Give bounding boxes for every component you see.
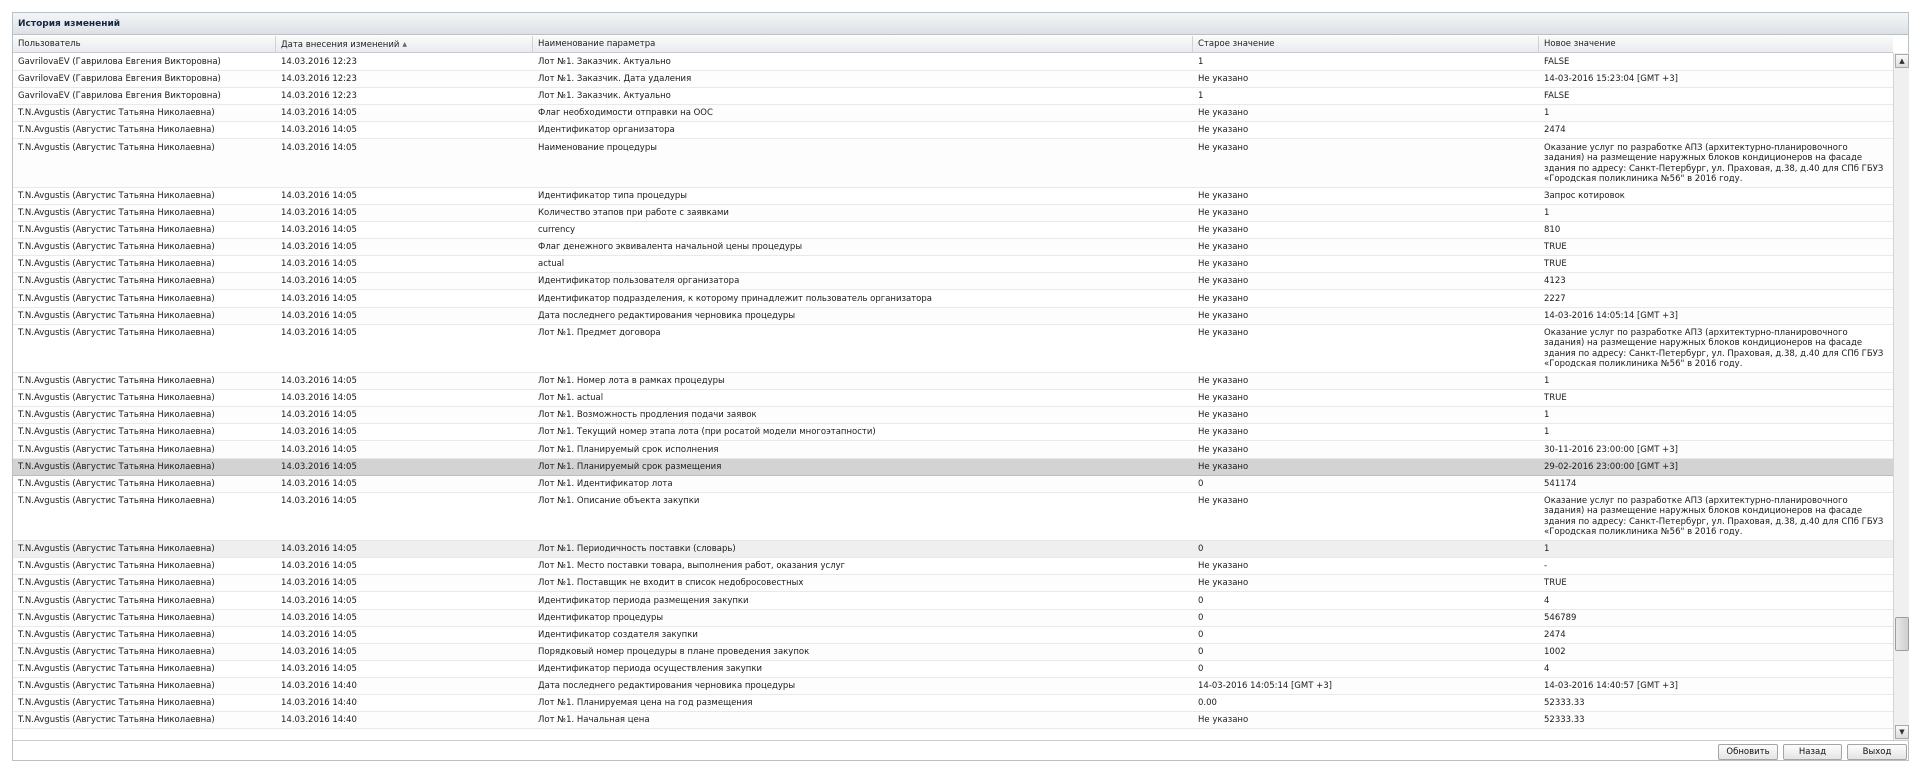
cell-new-value: 52333.33 bbox=[1544, 698, 1585, 709]
cell-new-value: TRUE bbox=[1544, 259, 1567, 270]
cell-old-value: 14-03-2016 14:05:14 [GMT +3] bbox=[1198, 681, 1332, 691]
cell-old-value: Не указано bbox=[1198, 578, 1249, 589]
back-button[interactable]: Назад bbox=[1783, 744, 1842, 760]
cell-date: 14.03.2016 12:23 bbox=[281, 91, 357, 102]
table-row[interactable] bbox=[13, 695, 1893, 712]
cell-new-value: 1 bbox=[1544, 427, 1550, 438]
cell-old-value: 0 bbox=[1198, 612, 1204, 623]
table-row[interactable] bbox=[13, 661, 1893, 678]
cell-user: T.N.Avgustis (Августис Татьяна Николаевна) bbox=[18, 108, 215, 119]
table-row[interactable] bbox=[13, 558, 1893, 575]
table-row[interactable] bbox=[13, 308, 1893, 325]
cell-new-value: 4 bbox=[1544, 663, 1550, 674]
cell-date: 14.03.2016 14:40 bbox=[281, 698, 357, 709]
cell-user: T.N.Avgustis (Августис Татьяна Николаевна) bbox=[18, 242, 215, 253]
cell-old-value: Не указано bbox=[1198, 410, 1249, 421]
table-row[interactable] bbox=[13, 575, 1893, 592]
cell-new-value: 1002 bbox=[1544, 646, 1566, 657]
cell-parameter: Идентификатор периода размещения закупки bbox=[538, 595, 749, 606]
cell-user: T.N.Avgustis (Августис Татьяна Николаевна) bbox=[18, 578, 215, 589]
cell-old-value: 0 bbox=[1198, 663, 1204, 674]
cell-date: 14.03.2016 14:05 bbox=[281, 646, 357, 657]
cell-parameter: Лот №1. Идентификатор лота bbox=[538, 478, 673, 489]
cell-parameter: Идентификатор процедуры bbox=[538, 612, 664, 623]
cell-old-value: Не указано bbox=[1198, 225, 1249, 236]
cell-old-value: 0 bbox=[1198, 595, 1204, 606]
cell-user: T.N.Avgustis (Августис Татьяна Николаевна) bbox=[18, 461, 215, 472]
column-header-old-value[interactable] bbox=[1193, 36, 1539, 53]
cell-old-value: Не указано bbox=[1198, 293, 1249, 304]
cell-parameter: Количество этапов при работе с заявками bbox=[538, 208, 729, 218]
table-row[interactable] bbox=[13, 188, 1893, 205]
cell-user: GavrilovaEV (Гаврилова Евгения Викторовна) bbox=[18, 74, 221, 85]
cell-date: 14.03.2016 14:05 bbox=[281, 276, 357, 287]
cell-date: 14.03.2016 14:40 bbox=[281, 715, 357, 726]
cell-user: T.N.Avgustis (Августис Татьяна Николаевна) bbox=[18, 629, 215, 640]
cell-user: T.N.Avgustis (Августис Татьяна Николаевна) bbox=[18, 681, 215, 691]
cell-old-value: Не указано bbox=[1198, 208, 1249, 218]
cell-old-value: Не указано bbox=[1198, 461, 1249, 472]
cell-date: 14.03.2016 14:05 bbox=[281, 427, 357, 438]
table-row[interactable] bbox=[13, 88, 1893, 105]
exit-button[interactable]: Выход bbox=[1847, 744, 1907, 760]
cell-new-value: Оказание услуг по разработке АПЗ (архитектурно-планировочного задания) на размещение наружных блоков кондиционеров на фасаде здания по адресу: Санкт-Петербург, ул. Праховая, д.38, д.40 для СПб ГБУЗ «Городская поликлиника №56" в 2016 году. bbox=[1544, 495, 1884, 538]
table-row[interactable] bbox=[13, 627, 1893, 644]
footer-toolbar bbox=[13, 740, 1908, 760]
cell-new-value: 30-11-2016 23:00:00 [GMT +3] bbox=[1544, 444, 1678, 455]
cell-parameter: Лот №1. Заказчик. Актуально bbox=[538, 57, 671, 67]
table-row[interactable] bbox=[13, 373, 1893, 390]
cell-parameter: Лот №1. Планируемая цена на год размещения bbox=[538, 698, 753, 709]
cell-new-value: 14-03-2016 15:23:04 [GMT +3] bbox=[1544, 74, 1678, 85]
sort-ascending-icon: ▲ bbox=[402, 41, 408, 48]
table-row[interactable] bbox=[13, 71, 1893, 88]
cell-new-value: 14-03-2016 14:05:14 [GMT +3] bbox=[1544, 310, 1678, 321]
table-row[interactable] bbox=[13, 610, 1893, 627]
cell-old-value: Не указано bbox=[1198, 393, 1249, 404]
cell-user: T.N.Avgustis (Августис Татьяна Николаевна) bbox=[18, 276, 215, 287]
column-header-parameter[interactable] bbox=[533, 36, 1193, 53]
cell-user: T.N.Avgustis (Августис Татьяна Николаевна) bbox=[18, 125, 215, 136]
cell-user: T.N.Avgustis (Августис Татьяна Николаевна) bbox=[18, 698, 215, 709]
cell-parameter: Лот №1. Предмет договора bbox=[538, 327, 661, 338]
cell-parameter: Флаг денежного эквивалента начальной цены процедуры bbox=[538, 242, 803, 253]
cell-parameter: Идентификатор пользователя организатора bbox=[538, 276, 740, 287]
cell-parameter: Лот №1. Описание объекта закупки bbox=[538, 495, 700, 506]
cell-new-value: 2227 bbox=[1544, 293, 1566, 304]
cell-date: 14.03.2016 14:05 bbox=[281, 561, 357, 572]
cell-user: T.N.Avgustis (Августис Татьяна Николаевна) bbox=[18, 142, 215, 153]
cell-parameter: Идентификатор типа процедуры bbox=[538, 190, 688, 201]
cell-parameter: Лот №1. Текущий номер этапа лота (при росатой модели многоэтапности) bbox=[538, 427, 876, 438]
table-row[interactable] bbox=[13, 105, 1893, 122]
cell-date: 14.03.2016 14:05 bbox=[281, 242, 357, 253]
table-row[interactable] bbox=[13, 291, 1893, 308]
cell-date: 14.03.2016 14:05 bbox=[281, 495, 357, 506]
table-row[interactable] bbox=[13, 140, 1893, 188]
cell-old-value: Не указано bbox=[1198, 376, 1249, 387]
grid-body bbox=[13, 54, 1893, 740]
cell-parameter: Лот №1. Поставщик не входит в список недобросовестных bbox=[538, 578, 804, 589]
cell-old-value: Не указано bbox=[1198, 444, 1249, 455]
cell-parameter: currency bbox=[538, 225, 576, 236]
cell-old-value: 0 bbox=[1198, 629, 1204, 640]
cell-parameter: Идентификатор подразделения, к которому принадлежит пользователь организатора bbox=[538, 293, 932, 304]
cell-old-value: Не указано bbox=[1198, 259, 1249, 270]
cell-date: 14.03.2016 12:23 bbox=[281, 74, 357, 85]
cell-new-value: 1 bbox=[1544, 376, 1550, 387]
cell-old-value: Не указано bbox=[1198, 108, 1249, 119]
cell-date: 14.03.2016 14:05 bbox=[281, 108, 357, 119]
cell-date: 14.03.2016 14:05 bbox=[281, 327, 357, 338]
cell-new-value: 2474 bbox=[1544, 629, 1566, 640]
cell-user: T.N.Avgustis (Августис Татьяна Николаевна) bbox=[18, 444, 215, 455]
table-row[interactable] bbox=[13, 222, 1893, 239]
table-row[interactable] bbox=[13, 593, 1893, 610]
cell-new-value: 546789 bbox=[1544, 612, 1577, 623]
cell-new-value: TRUE bbox=[1544, 393, 1567, 404]
cell-new-value: 1 bbox=[1544, 208, 1550, 218]
cell-user: T.N.Avgustis (Августис Татьяна Николаевна) bbox=[18, 225, 215, 236]
cell-parameter: Порядковый номер процедуры в плане проведения закупок bbox=[538, 646, 810, 657]
table-row[interactable] bbox=[13, 390, 1893, 407]
cell-new-value: 29-02-2016 23:00:00 [GMT +3] bbox=[1544, 461, 1678, 472]
table-row[interactable] bbox=[13, 122, 1893, 139]
cell-old-value: 1 bbox=[1198, 91, 1204, 102]
cell-parameter: Наименование процедуры bbox=[538, 142, 657, 153]
cell-user: T.N.Avgustis (Августис Татьяна Николаевна) bbox=[18, 310, 215, 321]
change-history-panel bbox=[12, 12, 1909, 761]
cell-old-value: Не указано bbox=[1198, 190, 1249, 201]
table-row[interactable] bbox=[13, 644, 1893, 661]
cell-new-value: - bbox=[1544, 561, 1548, 572]
cell-new-value: 2474 bbox=[1544, 125, 1566, 136]
cell-date: 14.03.2016 14:05 bbox=[281, 208, 357, 218]
cell-date: 14.03.2016 14:05 bbox=[281, 663, 357, 674]
cell-new-value: 1 bbox=[1544, 544, 1550, 555]
table-row[interactable] bbox=[13, 678, 1893, 695]
cell-date: 14.03.2016 14:05 bbox=[281, 376, 357, 387]
cell-parameter: Лот №1. actual bbox=[538, 393, 604, 404]
cell-new-value: Оказание услуг по разработке АПЗ (архитектурно-планировочного задания) на размещение наружных блоков кондиционеров на фасаде здания по адресу: Санкт-Петербург, ул. Праховая, д.38, д.40 для СПб ГБУЗ «Городская поликлиника №56" в 2016 году. bbox=[1544, 327, 1884, 370]
cell-user: T.N.Avgustis (Августис Татьяна Николаевна) bbox=[18, 495, 215, 506]
table-row[interactable] bbox=[13, 205, 1893, 222]
cell-user: T.N.Avgustis (Августис Татьяна Николаевна) bbox=[18, 663, 215, 674]
cell-parameter: Лот №1. Начальная цена bbox=[538, 715, 650, 726]
cell-parameter: Лот №1. Планируемый срок размещения bbox=[538, 461, 722, 472]
cell-user: T.N.Avgustis (Августис Татьяна Николаевна) bbox=[18, 427, 215, 438]
cell-old-value: Не указано bbox=[1198, 327, 1249, 338]
table-row[interactable] bbox=[13, 476, 1893, 493]
cell-date: 14.03.2016 14:05 bbox=[281, 595, 357, 606]
cell-old-value: 1 bbox=[1198, 57, 1204, 67]
cell-old-value: Не указано bbox=[1198, 242, 1249, 253]
table-row[interactable] bbox=[13, 256, 1893, 273]
cell-user: T.N.Avgustis (Августис Татьяна Николаевна) bbox=[18, 327, 215, 338]
column-header-label: Новое значение bbox=[1544, 39, 1616, 49]
cell-user: T.N.Avgustis (Августис Татьяна Николаевна) bbox=[18, 376, 215, 387]
cell-user: T.N.Avgustis (Августис Татьяна Николаевна) bbox=[18, 293, 215, 304]
cell-date: 14.03.2016 14:05 bbox=[281, 629, 357, 640]
cell-user: T.N.Avgustis (Августис Татьяна Николаевна) bbox=[18, 646, 215, 657]
cell-old-value: Не указано bbox=[1198, 74, 1249, 85]
cell-parameter: Идентификатор организатора bbox=[538, 125, 675, 136]
column-header-label: Пользователь bbox=[18, 39, 81, 49]
cell-user: T.N.Avgustis (Августис Татьяна Николаевна) bbox=[18, 715, 215, 726]
cell-date: 14.03.2016 14:05 bbox=[281, 544, 357, 555]
cell-old-value: 0 bbox=[1198, 478, 1204, 489]
cell-old-value: 0.00 bbox=[1198, 698, 1217, 709]
table-row[interactable] bbox=[13, 442, 1893, 459]
cell-date: 14.03.2016 14:05 bbox=[281, 259, 357, 270]
column-header-date[interactable] bbox=[276, 36, 533, 53]
table-row[interactable] bbox=[13, 273, 1893, 290]
table-row[interactable] bbox=[13, 239, 1893, 256]
column-header-label: Дата внесения изменений bbox=[281, 40, 400, 50]
cell-new-value: 541174 bbox=[1544, 478, 1577, 489]
cell-parameter: Лот №1. Заказчик. Дата удаления bbox=[538, 74, 692, 85]
cell-new-value: Оказание услуг по разработке АПЗ (архитектурно-планировочного задания) на размещение наружных блоков кондиционеров на фасаде здания по адресу: Санкт-Петербург, ул. Праховая, д.38, д.40 для СПб ГБУЗ «Городская поликлиника №56" в 2016 году. bbox=[1544, 142, 1884, 184]
grid-header bbox=[13, 36, 1893, 53]
cell-date: 14.03.2016 14:05 bbox=[281, 578, 357, 589]
column-header-user[interactable] bbox=[13, 36, 276, 53]
cell-parameter: Лот №1. Номер лота в рамках процедуры bbox=[538, 376, 725, 387]
cell-parameter: Лот №1. Планируемый срок исполнения bbox=[538, 444, 719, 455]
cell-date: 14.03.2016 14:05 bbox=[281, 478, 357, 489]
cell-new-value: Запрос котировок bbox=[1544, 190, 1625, 201]
cell-new-value: TRUE bbox=[1544, 242, 1567, 253]
table-row[interactable] bbox=[13, 407, 1893, 424]
cell-date: 14.03.2016 14:05 bbox=[281, 410, 357, 421]
table-row[interactable] bbox=[13, 459, 1893, 476]
cell-date: 14.03.2016 14:05 bbox=[281, 293, 357, 304]
arrow-up-icon[interactable]: ▲ bbox=[1895, 54, 1909, 68]
table-row[interactable] bbox=[13, 424, 1893, 441]
cell-date: 14.03.2016 14:05 bbox=[281, 393, 357, 404]
cell-date: 14.03.2016 14:05 bbox=[281, 125, 357, 136]
cell-new-value: TRUE bbox=[1544, 578, 1567, 589]
cell-old-value: Не указано bbox=[1198, 495, 1249, 506]
cell-parameter: Дата последнего редактирования черновика процедуры bbox=[538, 310, 796, 321]
panel-title: История изменений bbox=[13, 13, 1908, 35]
cell-old-value: 0 bbox=[1198, 646, 1204, 657]
cell-user: T.N.Avgustis (Августис Татьяна Николаевна) bbox=[18, 393, 215, 404]
cell-old-value: Не указано bbox=[1198, 427, 1249, 438]
cell-new-value: FALSE bbox=[1544, 57, 1570, 67]
cell-parameter: Дата последнего редактирования черновика процедуры bbox=[538, 681, 796, 691]
cell-parameter: Лот №1. Возможность продления подачи заявок bbox=[538, 410, 757, 421]
cell-old-value: Не указано bbox=[1198, 125, 1249, 136]
cell-user: T.N.Avgustis (Августис Татьяна Николаевна) bbox=[18, 259, 215, 270]
cell-user: T.N.Avgustis (Августис Татьяна Николаевна) bbox=[18, 612, 215, 623]
cell-parameter: actual bbox=[538, 259, 565, 270]
cell-user: T.N.Avgustis (Августис Татьяна Николаевна) bbox=[18, 208, 215, 218]
cell-user: T.N.Avgustis (Августис Татьяна Николаевна) bbox=[18, 595, 215, 606]
table-row[interactable] bbox=[13, 54, 1893, 71]
cell-new-value: 1 bbox=[1544, 108, 1550, 119]
cell-parameter: Лот №1. Заказчик. Актуально bbox=[538, 91, 671, 102]
cell-old-value: Не указано bbox=[1198, 142, 1249, 153]
cell-user: GavrilovaEV (Гаврилова Евгения Викторовна) bbox=[18, 57, 221, 67]
cell-date: 14.03.2016 14:05 bbox=[281, 190, 357, 201]
table-row[interactable] bbox=[13, 712, 1893, 729]
cell-user: GavrilovaEV (Гаврилова Евгения Викторовна) bbox=[18, 91, 221, 102]
cell-old-value: Не указано bbox=[1198, 715, 1249, 726]
cell-date: 14.03.2016 14:40 bbox=[281, 681, 357, 691]
column-header-new-value[interactable] bbox=[1539, 36, 1893, 53]
cell-new-value: FALSE bbox=[1544, 91, 1570, 102]
cell-user: T.N.Avgustis (Августис Татьяна Николаевна) bbox=[18, 478, 215, 489]
cell-new-value: 4123 bbox=[1544, 276, 1566, 287]
cell-date: 14.03.2016 14:05 bbox=[281, 225, 357, 236]
cell-user: T.N.Avgustis (Августис Татьяна Николаевна) bbox=[18, 190, 215, 201]
cell-date: 14.03.2016 12:23 bbox=[281, 57, 357, 67]
cell-new-value: 810 bbox=[1544, 225, 1561, 236]
cell-old-value: Не указано bbox=[1198, 310, 1249, 321]
cell-old-value: Не указано bbox=[1198, 276, 1249, 287]
cell-date: 14.03.2016 14:05 bbox=[281, 142, 357, 153]
cell-new-value: 4 bbox=[1544, 595, 1550, 606]
cell-user: T.N.Avgustis (Августис Татьяна Николаевна) bbox=[18, 544, 215, 555]
arrow-down-icon[interactable]: ▼ bbox=[1895, 725, 1909, 739]
refresh-button[interactable]: Обновить bbox=[1718, 744, 1778, 760]
cell-new-value: 1 bbox=[1544, 410, 1550, 421]
vertical-scrollbar[interactable] bbox=[1893, 53, 1909, 740]
column-header-label: Наименование параметра bbox=[538, 39, 656, 49]
cell-parameter: Идентификатор создателя закупки bbox=[538, 629, 698, 640]
cell-parameter: Лот №1. Периодичность поставки (словарь) bbox=[538, 544, 736, 555]
column-header-label: Старое значение bbox=[1198, 39, 1275, 49]
cell-date: 14.03.2016 14:05 bbox=[281, 461, 357, 472]
cell-new-value: 52333.33 bbox=[1544, 715, 1585, 726]
cell-parameter: Лот №1. Место поставки товара, выполнения работ, оказания услуг bbox=[538, 561, 846, 572]
cell-parameter: Флаг необходимости отправки на ООС bbox=[538, 108, 713, 119]
cell-parameter: Идентификатор периода осуществления закупки bbox=[538, 663, 763, 674]
cell-date: 14.03.2016 14:05 bbox=[281, 310, 357, 321]
cell-user: T.N.Avgustis (Августис Татьяна Николаевна) bbox=[18, 561, 215, 572]
cell-old-value: Не указано bbox=[1198, 561, 1249, 572]
table-row[interactable] bbox=[13, 541, 1893, 558]
cell-new-value: 14-03-2016 14:40:57 [GMT +3] bbox=[1544, 681, 1678, 691]
cell-user: T.N.Avgustis (Августис Татьяна Николаевна) bbox=[18, 410, 215, 421]
scrollbar-thumb[interactable] bbox=[1895, 617, 1909, 651]
cell-date: 14.03.2016 14:05 bbox=[281, 444, 357, 455]
cell-old-value: 0 bbox=[1198, 544, 1204, 555]
cell-date: 14.03.2016 14:05 bbox=[281, 612, 357, 623]
table-row[interactable] bbox=[13, 493, 1893, 541]
table-row[interactable] bbox=[13, 325, 1893, 373]
